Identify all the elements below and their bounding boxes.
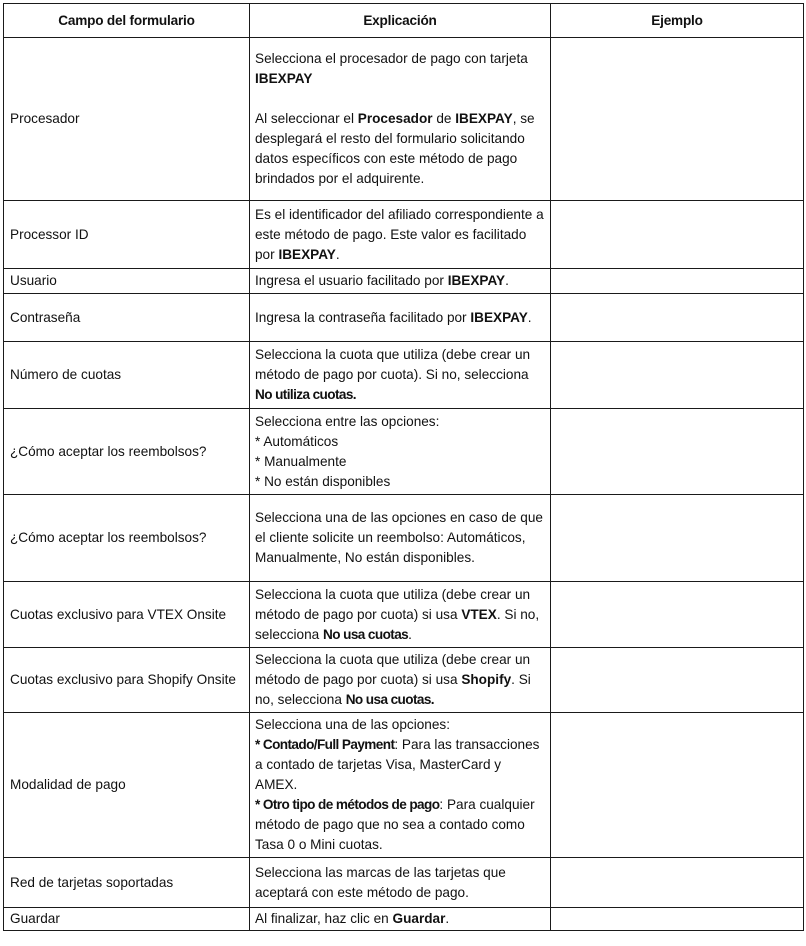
field-explanation: Selecciona una de las opciones: * Contado/Full Payment: Para las transacciones a contado de tarjetas Visa, MasterCard y AMEX. * Otro tipo de métodos de pago: Para cualquier método de pago que no sea a contado como Tasa 0 o Mini cuotas. [250,713,551,858]
table-row [4,201,804,269]
field-example [551,342,804,409]
header-example: Ejemplo [551,4,804,38]
field-explanation: Selecciona la cuota que utiliza (debe crear un método de pago por cuota) si usa Shopify. Si no, selecciona No usa cuotas. [250,648,551,713]
field-name: Cuotas exclusivo para VTEX Onsite [4,582,250,648]
field-name: Contraseña [4,294,250,342]
field-example [551,294,804,342]
field-example [551,38,804,201]
field-name: Red de tarjetas soportadas [4,858,250,908]
field-name: Guardar [4,908,250,931]
table-row [4,648,804,713]
field-explanation: Selecciona entre las opciones: * Automáticos * Manualmente * No están disponibles [250,409,551,495]
table-row [4,294,804,342]
option-item: * Manualmente [255,453,347,469]
field-explanation: Al finalizar, haz clic en Guardar. [250,908,551,931]
field-example [551,495,804,582]
field-explanation: Es el identificador del afiliado correspondiente a este método de pago. Este valor es facilitado por IBEXPAY. [250,201,551,269]
table-row [4,582,804,648]
header-explanation: Explicación [250,4,551,38]
field-explanation: Selecciona la cuota que utiliza (debe crear un método de pago por cuota). Si no, selecciona No utiliza cuotas. [250,342,551,409]
table-row [4,269,804,294]
table-row [4,858,804,908]
field-example [551,713,804,858]
field-explanation: Selecciona las marcas de las tarjetas que aceptará con este método de pago. [250,858,551,908]
table-row [4,409,804,495]
field-name: Usuario [4,269,250,294]
field-name: ¿Cómo aceptar los reembolsos? [4,409,250,495]
form-fields-table [3,3,804,931]
field-example [551,269,804,294]
table-row [4,38,804,201]
table-row [4,908,804,931]
table-row [4,495,804,582]
field-name: Número de cuotas [4,342,250,409]
table-row [4,713,804,858]
header-row [4,4,804,38]
field-name: Cuotas exclusivo para Shopify Onsite [4,648,250,713]
field-example [551,582,804,648]
header-field: Campo del formulario [4,4,250,38]
field-example [551,908,804,931]
option-item: * Automáticos [255,433,339,449]
field-name: Procesador [4,38,250,201]
field-explanation: Selecciona el procesador de pago con tarjeta IBEXPAY Al seleccionar el Procesador de IBEXPAY, se desplegará el resto del formulario solicitando datos específicos con este método de pago brindados por el adquirente. [250,38,551,201]
field-explanation: Ingresa la contraseña facilitado por IBEXPAY. [250,294,551,342]
field-example [551,201,804,269]
field-name: ¿Cómo aceptar los reembolsos? [4,495,250,582]
field-example [551,648,804,713]
field-name: Modalidad de pago [4,713,250,858]
option-item: * No están disponibles [255,473,391,489]
field-explanation: Selecciona una de las opciones en caso de que el cliente solicite un reembolso: Automáticos, Manualmente, No están disponibles. [250,495,551,582]
table-row [4,342,804,409]
field-example [551,858,804,908]
field-explanation: Ingresa el usuario facilitado por IBEXPAY. [250,269,551,294]
field-name: Processor ID [4,201,250,269]
field-example [551,409,804,495]
field-explanation: Selecciona la cuota que utiliza (debe crear un método de pago por cuota) si usa VTEX. Si no, selecciona No usa cuotas. [250,582,551,648]
